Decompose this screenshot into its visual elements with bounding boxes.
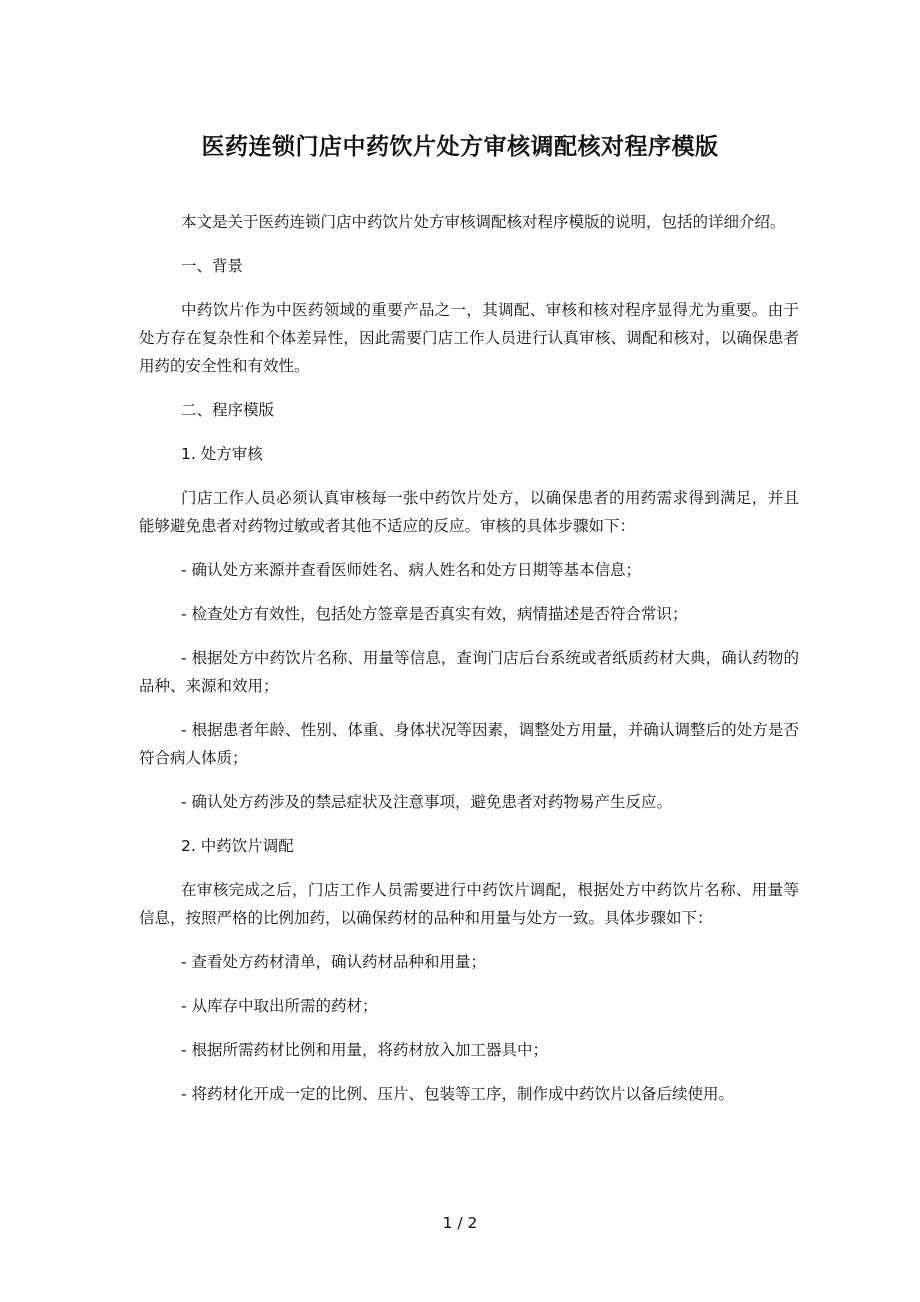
section-heading-procedure-template: 二、程序模版: [181, 401, 275, 419]
document-body: [139, 208, 799, 1124]
dispensing-step-item: - 从库存中取出所需的药材；: [181, 997, 378, 1015]
review-step-item: - 确认处方药涉及的禁忌症状及注意事项，避免患者对药物易产生反应。: [181, 793, 673, 811]
dispensing-paragraph: 在审核完成之后，门店工作人员需要进行中药饮片调配，根据处方中药饮片名称、用量等信息，按照严格的比例加药，以确保药材的品种和用量与处方一致。具体步骤如下：: [139, 881, 799, 927]
dispensing-step-item: - 查看处方药材清单，确认药材品种和用量；: [181, 953, 487, 971]
subsection-heading-prescription-review: 1. 处方审核: [181, 445, 263, 463]
dispensing-step-item: - 根据所需药材比例和用量，将药材放入加工器具中；: [181, 1041, 549, 1059]
subsection-heading-dispensing: 2. 中药饮片调配: [181, 837, 294, 855]
page-number: 1 / 2: [442, 1214, 478, 1232]
review-paragraph: 门店工作人员必须认真审核每一张中药饮片处方，以确保患者的用药需求得到满足，并且能够避免患者对药物过敏或者其他不适应的反应。审核的具体步骤如下：: [139, 489, 799, 535]
section-heading-background: 一、背景: [181, 257, 244, 275]
dispensing-step-item: - 将药材化开成一定的比例、压片、包装等工序，制作成中药饮片以备后续使用。: [181, 1085, 735, 1103]
document-title: 医药连锁门店中药饮片处方审核调配核对程序模版: [201, 134, 719, 160]
background-paragraph: 中药饮片作为中医药领域的重要产品之一，其调配、审核和核对程序显得尤为重要。由于处方存在复杂性和个体差异性，因此需要门店工作人员进行认真审核、调配和核对，以确保患者用药的安全性和有效性。: [139, 301, 799, 375]
review-step-item: - 检查处方有效性，包括处方签章是否真实有效，病情描述是否符合常识；: [181, 605, 688, 623]
intro-paragraph: 本文是关于医药连锁门店中药饮片处方审核调配核对程序模版的说明，包括的详细介绍。: [181, 213, 786, 231]
review-step-item: - 根据患者年龄、性别、体重、身体状况等因素，调整处方用量，并确认调整后的处方是否符合病人体质；: [139, 721, 799, 767]
review-step-item: - 确认处方来源并查看医师姓名、病人姓名和处方日期等基本信息；: [181, 561, 642, 579]
review-step-item: - 根据处方中药饮片名称、用量等信息，查询门店后台系统或者纸质药材大典，确认药物的品种、来源和效用；: [139, 649, 799, 695]
